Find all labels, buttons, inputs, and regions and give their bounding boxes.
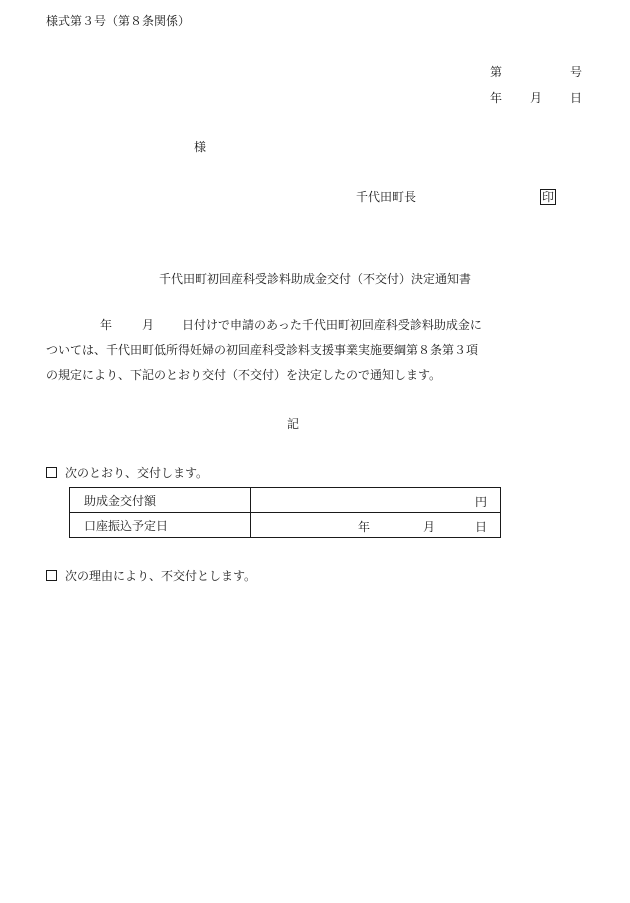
grant-amount-cell[interactable] [251, 488, 501, 513]
refuse-checkbox[interactable] [46, 570, 57, 581]
addressee-honorific: 様 [194, 140, 207, 154]
issue-date-month: 月 [530, 91, 543, 105]
body-line-3: の規定により、下記のとおり交付（不交付）を決定したので通知します。 [46, 368, 442, 382]
grant-amount-label: 助成金交付額 [70, 488, 251, 513]
body-date-year: 年 [100, 318, 113, 332]
issue-date-day: 日 [570, 91, 583, 105]
grant-label: 次のとおり、交付します。 [65, 466, 209, 480]
grant-checkbox[interactable] [46, 467, 57, 478]
document-title: 千代田町初回産科受診料助成金交付（不交付）決定通知書 [158, 272, 471, 286]
transfer-date-cell[interactable] [251, 513, 501, 538]
table-row [70, 513, 501, 538]
yen-unit: 円 [474, 495, 487, 509]
transfer-date-month: 月 [423, 520, 436, 534]
transfer-date-label: 口座振込予定日 [70, 513, 251, 538]
body-line-1 [100, 319, 482, 331]
ki-heading: 記 [287, 417, 300, 431]
table-row [70, 488, 501, 513]
body-line-2: ついては、千代田町低所得妊婦の初回産科受診料支援事業実施要綱第８条第３項 [46, 343, 479, 357]
body-date-month: 月 [142, 318, 155, 332]
document-number-prefix: 第 [490, 65, 503, 79]
option-refuse[interactable] [46, 570, 256, 582]
issue-date-year: 年 [490, 91, 503, 105]
transfer-date-year: 年 [358, 520, 371, 534]
issuer-title: 千代田町長 [356, 190, 417, 204]
document-number-suffix: 号 [570, 65, 583, 79]
seal-mark: 印 [542, 190, 555, 204]
body-line-1-text: 日付けで申請のあった千代田町初回産科受診料助成金に [182, 318, 482, 332]
refuse-label: 次の理由により、不交付とします。 [65, 569, 257, 583]
form-number: 様式第３号（第８条関係） [46, 14, 191, 28]
option-grant[interactable] [46, 467, 208, 479]
grant-details-table [69, 487, 501, 538]
transfer-date-day: 日 [474, 520, 487, 534]
